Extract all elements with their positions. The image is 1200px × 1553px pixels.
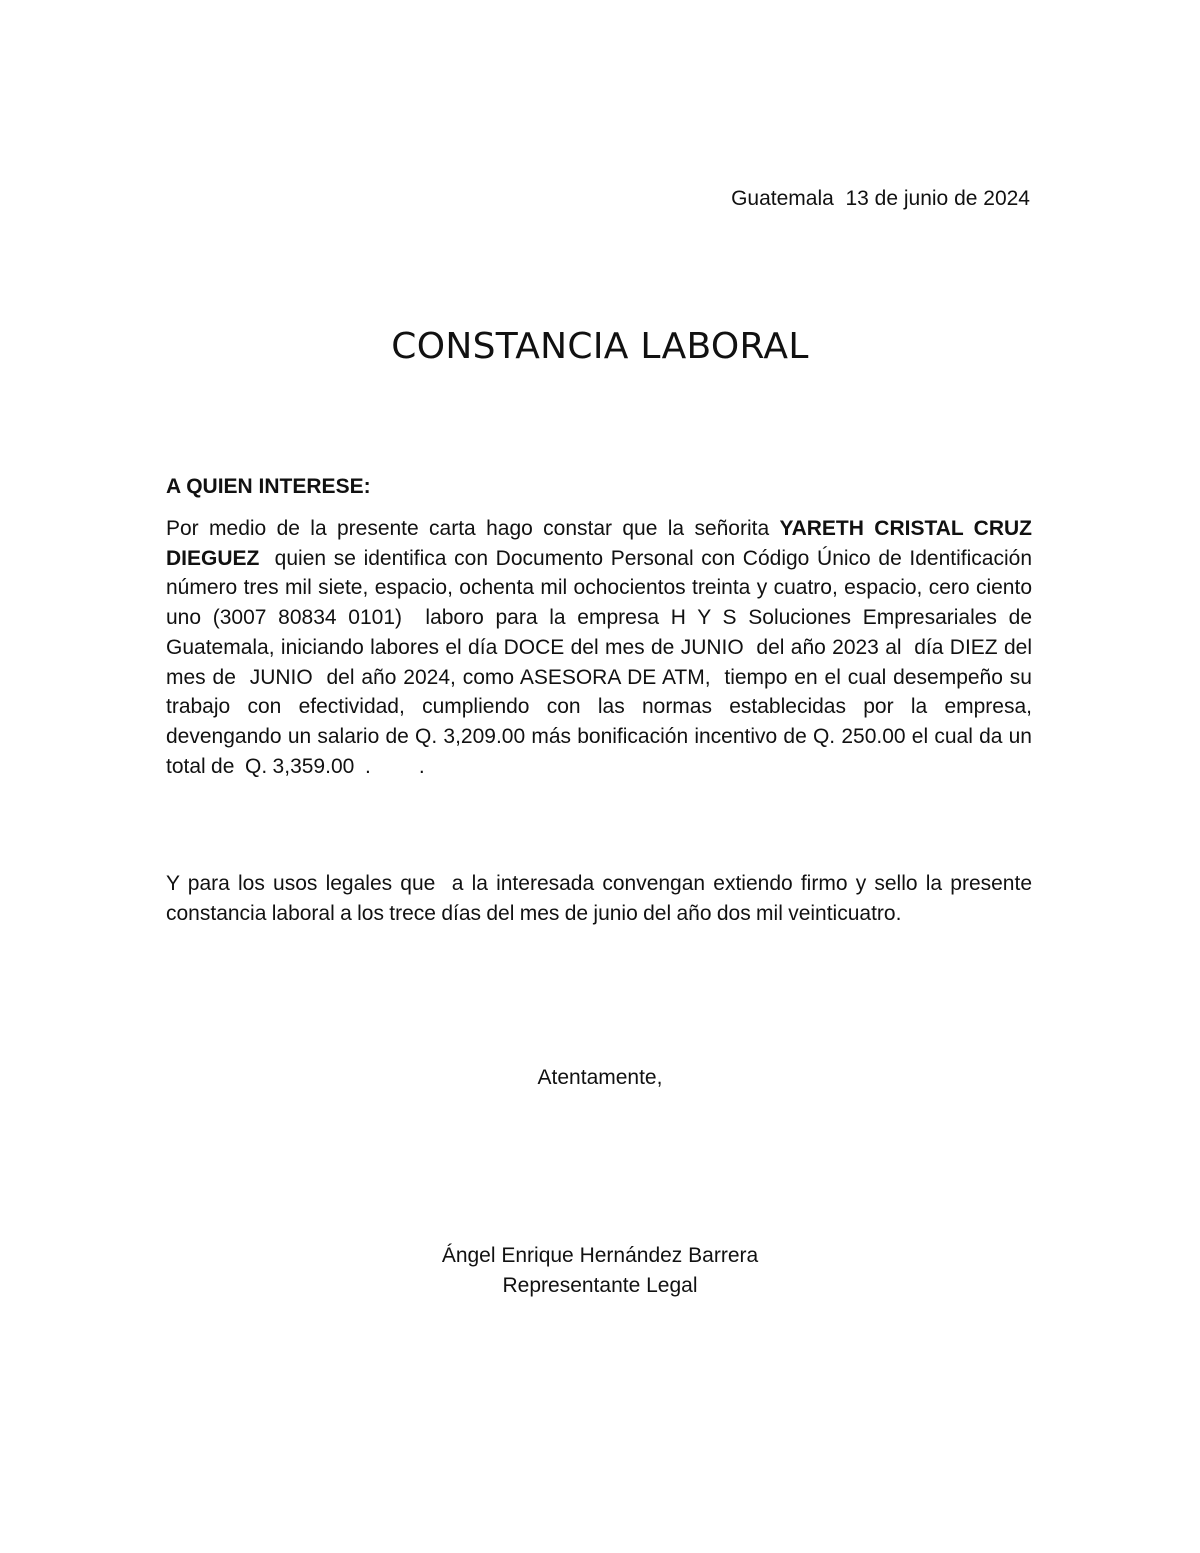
signatory-name: Ángel Enrique Hernández Barrera	[441, 1244, 759, 1267]
signature-block	[0, 1241, 1200, 1301]
closing: Atentamente,	[537, 1066, 663, 1089]
body-paragraph-2: Y para los usos legales que a la interesada convengan extiendo firmo y sello la presente constancia laboral a los trece días del mes de junio del año dos mil veinticuatro.	[166, 872, 1038, 925]
document-title: CONSTANCIA LABORAL	[391, 326, 809, 367]
date-line: Guatemala 13 de junio de 2024	[731, 187, 1030, 210]
paragraph-details: quien se identifica con Documento Personal con Código Único de Identificación número tres mil siete, espacio, ochenta mil ochocientos treinta y cuatro, espacio, cero ciento uno (3007 80834 0101) laboro para la empresa H Y S Soluciones Empresariales de Guatemala, iniciando labores el día DOCE del mes de JUNIO del año 2023 al día DIEZ del mes de JUNIO del año 2024, como ASESORA DE ATM, tiempo en el cual desempeño su trabajo con efectividad, cumpliendo con las normas establecidas por la empresa, devengando un salario de Q. 3,209.00 más bonificación incentivo de Q. 250.00 el cual da un total de Q. 3,359.00 . .	[166, 546, 1038, 778]
paragraph-intro: Por medio de la presente carta hago constar que la señorita	[166, 517, 780, 540]
body-paragraph-1	[166, 514, 1038, 781]
salutation: A QUIEN INTERESE:	[166, 475, 371, 498]
signatory-title: Representante Legal	[502, 1274, 698, 1297]
employee-name: YARETH CRISTAL CRUZ DIEGUEZ	[166, 517, 1038, 570]
